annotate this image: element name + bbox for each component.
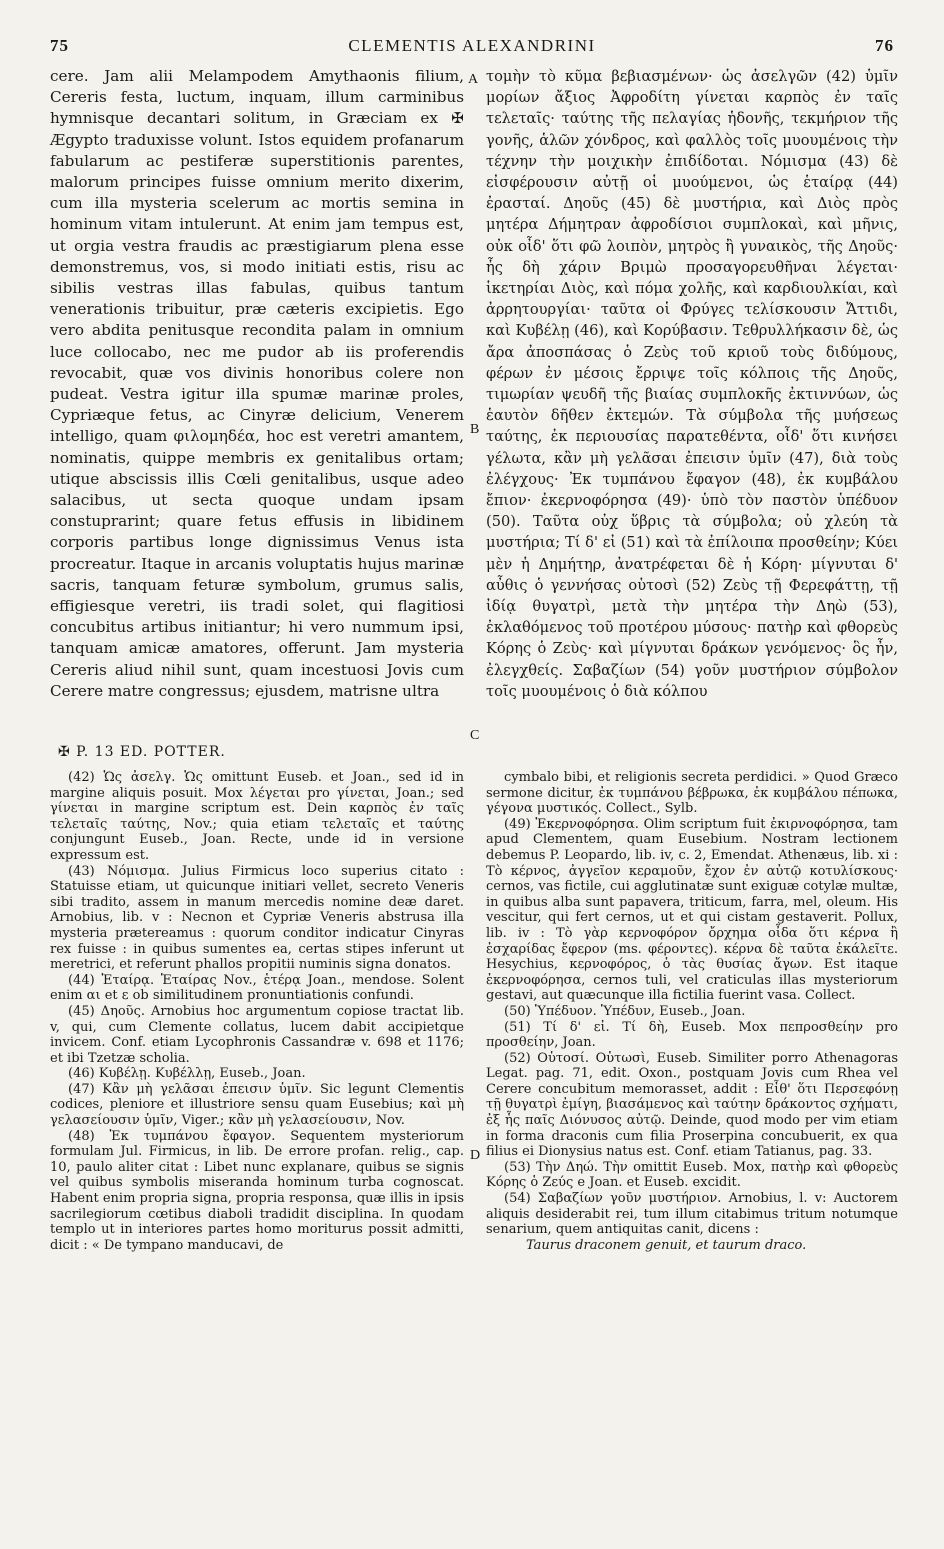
notes-right-column	[486, 770, 898, 1540]
footnote: (46) Κυβέλῃ. Κυβέλλῃ, Euseb., Joan.	[68, 1066, 306, 1082]
footnote: (43) Νόμισμα. Julius Firmicus loco superius citato : Statuisse etiam, ut quicunque initiari vellet, secreto Veneris sibi tradito, assem in manum mercedis nomine deæ daret. Arnobius, lib. v : Necnon et Cypriæ Veneris abstrusa illa mysteria prætereamus : quorum conditor indicatur Cinyras rex fuisse : in quibus sumentes ea, certas stipes inferunt ut meretrici, et referunt phallos propitii numinis signa donatos.	[50, 863, 464, 973]
footnote-heading: ✠ P. 13 ED. POTTER.	[58, 744, 226, 760]
running-title: CLEMENTIS ALEXANDRINI	[348, 36, 596, 55]
footnote: (51) Τί δ' εἰ. Τί δὴ, Euseb. Mox πεπροσθείην pro προσθείην, Joan.	[486, 1019, 898, 1051]
greek-main-text	[486, 66, 898, 748]
footnote: (54) Σαβαζίων γοῦν μυστήριον. Arnobius, l. v: Auctorem aliquis desiderabit rei, tum illum citabimus tritum notumque senarium, quem antiquitas canit, dicens :	[486, 1191, 898, 1238]
footnote: (52) Οὑτοσί. Οὑτωσὶ, Euseb. Similiter porro Athenagoras Legat. pag. 71, edit. Oxon., postquam Jovis cum Rhea vel Cerere concubitum memorasset, addit : Εἶθ' ὅτι Περσεφόνῃ τῇ θυγατρὶ ἐμίγη, βιασάμενος καὶ ταύτην δράκοντος σχήματι, ἐξ ἧς παῖς Διόνυσος αὐτῷ. Deinde, quod modo per vim etiam in forma draconis cum filia Proserpina concubuerit, ex qua filius ei Dionysius natus est. Conf. etiam Tatianus, pag. 33.	[486, 1050, 898, 1160]
footnote: cymbalo bibi, et religionis secreta perdidici. » Quod Græco sermone dicitur, ἐκ τυμπάνου βέβρωκα, ἐκ κυμβάλου πέπωκα, γέγονα μυστικός. Collect., Sylb.	[486, 770, 898, 817]
margin-letter-c: C	[470, 728, 480, 743]
footnote: (49) Ἐκερνοφόρησα. Olim scriptum fuit ἐκιρνοφόρησα, tam apud Clementem, quam Eusebium. Nostram lectionem debemus P. Leopardo, lib. iv, c. 2, Emendat. Athenæus, lib. xi : Τὸ κέρνος, ἀγγεῖον κεραμοῦν, ἔχον ἐν αὐτῷ κοτυλίσκους· cernos, vas fictile, cui agglutinatæ sunt exiguæ cotylæ multæ, in quibus alba sunt papavera, triticum, farra, mel, oleum. His vescitur, qui fert cernos, ut et qui cistam gestaverit. Pollux, lib. iv : Τὸ γὰρ κερνοφόρον ὄρχημα οἶδα ὅτι κέρνα ἢ ἐσχαρίδας ἔφερον (ms. φέροντες). κέρνα δὲ ταῦτα ἐκάλεῖτε. Hesychius, κερνοφόρος, ὁ τὰς θυσίας ἄγων. Est itaque ἐκερνοφόρησα, cernos tuli, vel craticulas illas mysteriorum gestavi, aut quæcunque illa fictilia fuerint vasa. Collect.	[486, 816, 898, 1004]
greek-paragraph: τομὴν τὸ κῦμα βεβιασμένων· ὡς ἀσελγῶν (42) ὑμῖν μορίων ἄξιος Ἀφροδίτη γίνεται καρπὸς ἐν ταῖς τελεταῖς· ταύτης τῆς πελαγίας ἡδονῆς, τεκμήριον τῆς γονῆς, ἁλῶν χόνδρος, καὶ φαλλὸς τοῖς μυουμένοις τὴν τέχνην τὴν μοιχικὴν ἐπιδίδοται. Νόμισμα (43) δὲ εἰσφέρουσιν αὐτῇ οἱ μυούμενοι, ὡς ἑταίρᾳ (44) ἐρασταί. Δηοῦς (45) δὲ μυστήρια, καὶ Διὸς πρὸς μητέρα Δήμητραν ἀφροδίσιοι συμπλοκαὶ, καὶ μῆνις, οὐκ οἶδ' ὅτι φῶ λοιπὸν, μητρὸς ἢ γυναικὸς, τῆς Δηοῦς· ἧς δὴ χάριν Βριμὼ προσαγορευθῆναι λέγεται· ἱκετηρίαι Διὸς, καὶ πόμα χολῆς, καὶ καρδιουλκίαι, καὶ ἀρρητουργίαι· ταῦτα οἱ Φρύγες τελίσκουσιν Ἄττιδι, καὶ Κυβέλῃ (46), καὶ Κορύβασιν. Τεθρυλλήκασιν δὲ, ὡς ἄρα ἀποσπάσας ὁ Ζεὺς τοῦ κριοῦ τοὺς διδύμους, φέρων ἐν μέσοις ἔρριψε τοῖς κόλποις τῆς Δηοῦς, τιμωρίαν ψευδῆ τῆς βιαίας συμπλοκῆς ἐκτιννύων, ὡς ἑαυτὸν δῆθεν ἐκτεμών. Τὰ σύμβολα τῆς μυήσεως ταύτης, ἐκ περιουσίας παρατεθέντα, οἶδ' ὅτι κινήσει γέλωτα, κἂν μὴ γελᾶσαι ἐπεισιν ὑμῖν (47), διὰ τοὺς ἐλέγχους· Ἐκ τυμπάνου ἔφαγον (48), ἐκ κυμβάλου ἔπιον· ἐκερνοφόρησα (49)· ὑπὸ τὸν παστὸν ὑπέδυον (50). Ταῦτα οὐχ ὕβρις τὰ σύμβολα; οὐ χλεύη τὰ μυστήρια; Τί δ' εἰ (51) καὶ τὰ ἐπίλοιπα προσθείην; Κύει μὲν ἡ Δημήτηρ, ἀνατρέφεται δὲ ἡ Κόρη· μίγνυται δ' αὖθις ὁ γεννήσας οὑτοσὶ (52) Ζεὺς τῇ Φερεφάττῃ, τῇ ἰδίᾳ θυγατρὶ, μετὰ τὴν μητέρα τὴν Δηὼ (53), ἐκλαθόμενος τοῦ προτέρου μύσους· πατὴρ καὶ φθορεὺς Κόρης ὁ Ζεὺς· καὶ μίγνυται δράκων γενόμενος· ὃς ἦν, ἐλεγχθείς. Σαβαζίων (54) γοῦν μυστήριον σύμβολον τοῖς μυουμένοις ὁ διὰ κόλπου	[486, 68, 898, 700]
page-number-left: 75	[50, 36, 69, 55]
running-header	[50, 36, 894, 64]
footnote: (48) Ἐκ τυμπάνου ἔφαγον. Sequentem mysteriorum formulam Jul. Firmicus, in lib. De errore profan. relig., cap. 10, paulo aliter citat : Libet nunc explanare, quibus se signis vel quibus symbolis miseranda hominum turba cognoscat. Habent enim propria signa, propria responsa, quæ illis in ipsis sacrilegiorum cœtibus diaboli tradidit disciplina. In quodam templo ut in interiores partes homo moriturus possit admitti, dicit : « De tympano manducavi, de	[50, 1128, 464, 1253]
footnote: (45) Δηοῦς. Arnobius hoc argumentum copiose tractat lib. v, qui, cum Clemente collatus, lucem dabit accipietque invicem. Conf. etiam Lycophronis Cassandræ v. 698 et 1176; et ibi Tzetzæ scholia.	[50, 1003, 464, 1066]
footnote: (53) Τὴν Δηώ. Τὴν omittit Euseb. Mox, πατὴρ καὶ φθορεὺς Κόρης ὁ Ζεύς e Joan. et Euseb. excidit.	[486, 1159, 898, 1191]
footnote: (44) Ἑταίρᾳ. Ἑταίρας Nov., ἑτέρᾳ Joan., mendose. Solent enim αι et ε ob similitudinem pronuntiationis confundi.	[50, 972, 464, 1004]
margin-letter-a: A	[468, 72, 479, 87]
latin-main-text	[50, 66, 464, 748]
footnote: (47) Κἂν μὴ γελᾶσαι ἐπεισιν ὑμῖν. Sic legunt Clementis codices, pleniore et illustriore sensu quam Eusebius; καὶ μὴ γελασείουσιν ὑμῖν, Viger.; κἂν μὴ γελασείουσιν, Nov.	[50, 1081, 464, 1129]
margin-letter-b: B	[470, 422, 480, 437]
margin-letter-d: D	[470, 1148, 481, 1163]
latin-paragraph: cere. Jam alii Melampodem Amythaonis filium, Cereris festa, luctum, inquam, illum carminibus hymnisque decantari solitum, in Græciam ex ✠ Ægypto traduxisse volunt. Istos equidem profanarum fabularum ac pestiferæ superstitionis parentes, malorum principes fuisse omnium merito dixerim, cum illa mysteria scelerum ac mortis semina in hominum vitam intulerunt. At enim jam tempus est, ut orgia vestra fraudis ac præstigiarum plena esse demonstremus, vos, si modo initiati estis, risu ac sibilis vestras illas fabulas, quibus tantum venerationis tribuitur, præ cæteris excipietis. Ego vero abdita penitusque recondita palam in omnium luce collocabo, nec me pudor ab iis proferendis revocabit, quæ vos divinis honoribus colere non pudeat. Vestra igitur illa spumæ marinæ proles, Cypriæque fetus, ac Cinyræ delicium, Venerem intelligo, quam φιλομηδέα, hoc est veretri amantem, nominatis, quippe membris ex genitalibus ortam; utique abscissis illis Cœli genitalibus, usque adeo salacibus, ut secta quoque undam ipsam constuprarint; quare fetus effusis in libidinem corporis partibus longe dignissimus Venus ista procreatur. Itaque in arcanis voluptatis hujus marinæ sacris, tanquam feturæ symbolum, grumus salis, effigiesque veretri, iis tradi solet, qui flagitiosi concubitus artibus initiantur; hi vero nummum ipsi, tanquam amicæ amatores, offerunt. Jam mysteria Cereris aliud nihil sunt, quam incestuosi Jovis cum Cerere matre congressus; ejusdem, matrisne ultra	[50, 67, 464, 700]
page-number-right: 76	[874, 36, 894, 55]
footnote: (42) Ὡς ἀσελγ. Ὡς omittunt Euseb. et Joan., sed id in margine aliquis posuit. Mox λέγεται pro γίνεται, Joan.; sed γίνεται in margine scriptum est. Dein καρπὸς ἐν ταῖς τελεταῖς ταύτης, Nov.; quia etiam τελεταῖς et ταύτης conjungunt Euseb., Joan. Recte, unde id in versione expressum est.	[50, 770, 465, 863]
footnote: (50) Ὑπέδυον. Ὑπέδυν, Euseb., Joan.	[504, 1003, 746, 1019]
notes-left-column	[50, 770, 464, 1540]
verse-line: Taurus draconem genuit, et taurum draco.	[526, 1237, 807, 1253]
